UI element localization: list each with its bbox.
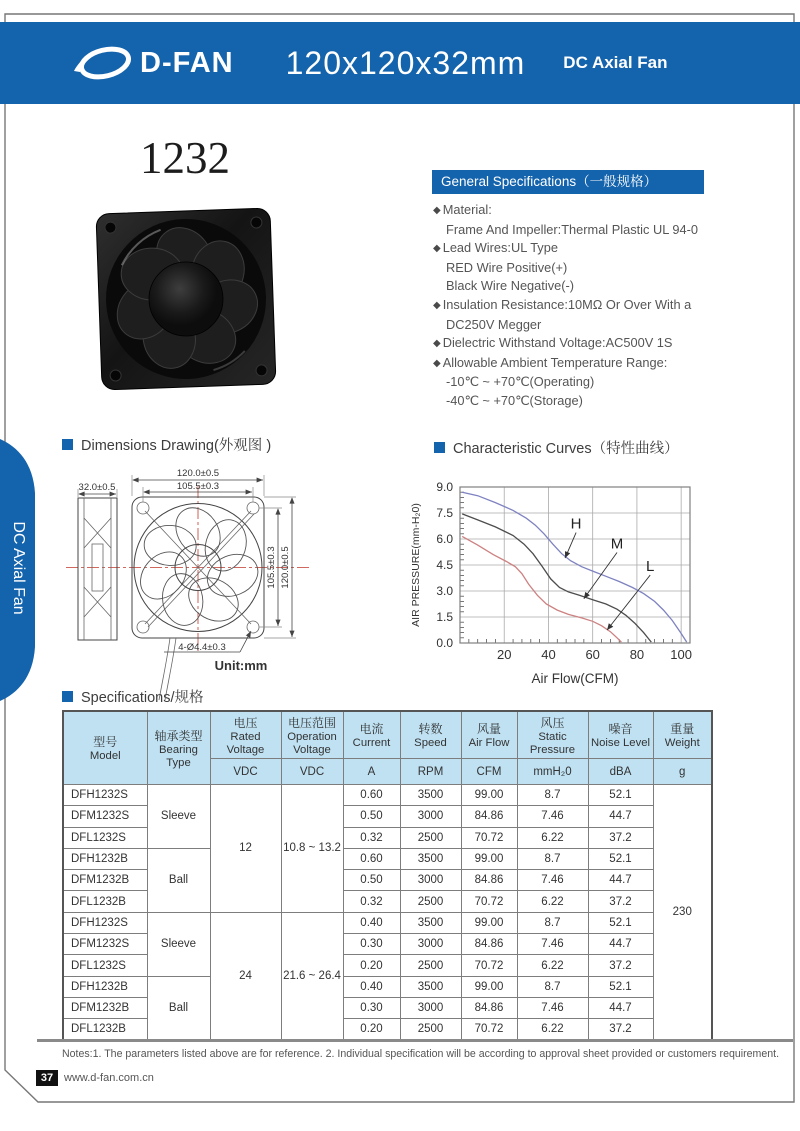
value-cell: 7.46 (517, 997, 588, 1018)
value-cell: 6.22 (517, 827, 588, 848)
general-specs-list (433, 201, 793, 411)
value-cell: 3500 (400, 785, 461, 806)
value-cell: 37.2 (588, 891, 653, 912)
svg-text:1.5: 1.5 (436, 610, 453, 624)
spec-line-text: Lead Wires:UL Type (442, 240, 558, 256)
value-cell: 37.2 (588, 1019, 653, 1041)
dim-unit: Unit:mm (214, 658, 268, 673)
value-cell: 8.7 (517, 976, 588, 997)
value-cell: 84.86 (461, 870, 517, 891)
table-row (63, 976, 712, 997)
svg-text:80: 80 (629, 647, 645, 662)
svg-text:40: 40 (541, 647, 556, 662)
spec-line-text: Dielectric Withstand Voltage:AC500V 1S (442, 335, 673, 351)
col-speed: 转数 Speed (400, 711, 461, 759)
value-cell: 7.46 (517, 870, 588, 891)
value-cell: 2500 (400, 955, 461, 976)
spec-line (433, 334, 793, 354)
spec-line (433, 277, 793, 296)
general-specs-header: General Specifications（一般规格） (432, 170, 704, 194)
dim-width: 120.0±0.5 (176, 468, 220, 479)
value-cell: 3000 (400, 934, 461, 955)
value-cell: 6.22 (517, 1019, 588, 1041)
brand-logo (72, 41, 234, 85)
value-cell: 0.60 (343, 785, 400, 806)
blue-square-icon (434, 442, 445, 453)
table-row (63, 848, 712, 869)
section-dimensions-label: Dimensions Drawing(外观图 ) (81, 438, 272, 454)
model-cell: DFM1232B (63, 870, 147, 891)
value-cell: 0.32 (343, 827, 400, 848)
spec-line-text: Insulation Resistance:10MΩ Or Over With a (442, 296, 692, 312)
value-cell: 0.50 (343, 806, 400, 827)
unit-cell: mmH₂0 (517, 759, 588, 785)
spec-line-text: Frame And Impeller:Thermal Plastic UL 94-0 (446, 221, 699, 237)
diamond-bullet-icon: ◆ (433, 357, 441, 369)
page-title: 120x120x32mm (285, 44, 526, 81)
voltage-cell: 12 (210, 785, 281, 913)
value-cell: 3000 (400, 806, 461, 827)
bearing-cell: Ball (147, 976, 210, 1040)
value-cell: 70.72 (461, 891, 517, 912)
unit-cell: A (343, 759, 400, 785)
model-cell: DFM1232S (63, 934, 147, 955)
bearing-cell: Sleeve (147, 785, 210, 849)
unit-cell: g (653, 759, 712, 785)
curve-M (462, 514, 651, 642)
diamond-bullet-icon: ◆ (433, 243, 441, 255)
value-cell: 44.7 (588, 997, 653, 1018)
value-cell: 52.1 (588, 785, 653, 806)
unit-cell: VDC (281, 759, 343, 785)
value-cell: 0.30 (343, 934, 400, 955)
curve-label-H: H (570, 515, 582, 533)
value-cell: 0.60 (343, 848, 400, 869)
notes-divider (37, 1039, 793, 1042)
unit-cell: dBA (588, 759, 653, 785)
unit-cell: VDC (210, 759, 281, 785)
value-cell: 7.46 (517, 934, 588, 955)
unit-cell: RPM (400, 759, 461, 785)
value-cell: 6.22 (517, 891, 588, 912)
model-cell: DFM1232B (63, 997, 147, 1018)
value-cell: 0.30 (343, 997, 400, 1018)
value-cell: 2500 (400, 827, 461, 848)
col-operation-voltage: 电压范围 Operation Voltage (281, 711, 343, 759)
model-cell: DFH1232B (63, 848, 147, 869)
section-specifications-label: Specifications/规格 (81, 690, 204, 706)
spec-line (433, 201, 793, 221)
spec-line-text: DC250V Megger (446, 316, 542, 332)
col-noise: 噪音 Noise Level (588, 711, 653, 759)
value-cell: 8.7 (517, 785, 588, 806)
bearing-cell: Ball (147, 848, 210, 912)
value-cell: 8.7 (517, 912, 588, 933)
svg-text:AIR PRESSURE(mm-H₂0): AIR PRESSURE(mm-H₂0) (410, 503, 422, 627)
value-cell: 99.00 (461, 785, 517, 806)
curves-chart-svg (408, 469, 708, 687)
value-cell: 52.1 (588, 976, 653, 997)
weight-cell: 230 (653, 785, 712, 1041)
spec-line-text: Material: (442, 202, 492, 217)
spec-table (62, 710, 713, 1042)
dim-depth: 32.0±0.5 (78, 482, 116, 493)
spec-line (433, 354, 793, 374)
unit-cell: CFM (461, 759, 517, 785)
spec-table-body (63, 785, 712, 1041)
spec-line (433, 239, 793, 259)
curve-label-M: M (610, 535, 624, 553)
svg-text:3.0: 3.0 (436, 584, 453, 598)
diamond-bullet-icon: ◆ (433, 299, 441, 311)
page-subtitle: DC Axial Fan (563, 53, 668, 72)
spec-line-text: RED Wire Positive(+) (446, 259, 568, 275)
op-voltage-cell: 21.6 ~ 26.4 (281, 912, 343, 1040)
value-cell: 2500 (400, 891, 461, 912)
op-voltage-cell: 10.8 ~ 13.2 (281, 785, 343, 913)
value-cell: 99.00 (461, 848, 517, 869)
svg-text:60: 60 (585, 647, 600, 662)
col-air-flow: 风量 Air Flow (461, 711, 517, 759)
spec-line-text: Allowable Ambient Temperature Range: (442, 354, 668, 370)
spec-line (433, 392, 793, 411)
notes-text: Notes:1. The parameters listed above are for reference. 2. Individual specification will be according to approval sheet provided or customers requirement. (62, 1048, 780, 1060)
value-cell: 44.7 (588, 870, 653, 891)
spec-line (433, 296, 793, 316)
model-cell: DFL1232S (63, 827, 147, 848)
fan-photo (93, 203, 279, 395)
model-cell: DFL1232S (63, 955, 147, 976)
model-cell: DFH1232B (63, 976, 147, 997)
brand-name: D-FAN (140, 46, 234, 79)
swoosh-ellipse-icon (72, 41, 134, 85)
value-cell: 0.40 (343, 976, 400, 997)
value-cell: 84.86 (461, 997, 517, 1018)
value-cell: 3000 (400, 997, 461, 1018)
value-cell: 84.86 (461, 934, 517, 955)
page-number: 37 (36, 1070, 58, 1086)
model-cell: DFH1232S (63, 912, 147, 933)
value-cell: 3000 (400, 870, 461, 891)
value-cell: 99.00 (461, 976, 517, 997)
diamond-bullet-icon: ◆ (433, 338, 441, 350)
model-cell: DFL1232B (63, 891, 147, 912)
model-cell: DFM1232S (63, 806, 147, 827)
value-cell: 37.2 (588, 827, 653, 848)
value-cell: 3500 (400, 848, 461, 869)
svg-text:20: 20 (496, 647, 512, 662)
value-cell: 8.7 (517, 848, 588, 869)
section-dimensions (62, 434, 271, 455)
bearing-cell: Sleeve (147, 912, 210, 976)
spec-table-element (62, 710, 713, 1042)
value-cell: 0.32 (343, 891, 400, 912)
svg-text:0.0: 0.0 (436, 636, 453, 650)
svg-text:100: 100 (670, 647, 693, 662)
diamond-bullet-icon: ◆ (433, 205, 441, 216)
model-cell: DFH1232S (63, 785, 147, 806)
svg-text:6.0: 6.0 (436, 532, 453, 546)
website-url: www.d-fan.com.cn (64, 1072, 154, 1084)
curve-label-L: L (646, 558, 655, 576)
side-tab-label: DC Axial Fan (10, 521, 27, 615)
value-cell: 0.50 (343, 870, 400, 891)
model-number: 1232 (140, 133, 230, 183)
spec-line-text: -10℃ ~ +70℃(Operating) (446, 374, 595, 390)
section-curves (434, 437, 679, 458)
dim-height: 120.0±0.5 (280, 546, 291, 589)
spec-line (433, 221, 793, 240)
side-tab (0, 435, 40, 705)
value-cell: 44.7 (588, 934, 653, 955)
value-cell: 70.72 (461, 827, 517, 848)
spec-line (433, 316, 793, 335)
spec-line-text: Black Wire Negative(-) (446, 278, 574, 294)
svg-text:Air Flow(CFM): Air Flow(CFM) (531, 671, 619, 686)
value-cell: 70.72 (461, 955, 517, 976)
header-row (63, 711, 712, 759)
value-cell: 52.1 (588, 848, 653, 869)
section-curves-label: Characteristic Curves（特性曲线） (453, 441, 679, 457)
spec-line (433, 373, 793, 392)
table-row (63, 912, 712, 933)
svg-text:7.5: 7.5 (436, 506, 453, 520)
voltage-cell: 24 (210, 912, 281, 1040)
spec-line-text: -40℃ ~ +70℃(Storage) (446, 392, 583, 408)
model-cell: DFL1232B (63, 1019, 147, 1041)
header-bar (0, 22, 800, 104)
value-cell: 44.7 (588, 806, 653, 827)
svg-text:4.5: 4.5 (436, 558, 453, 572)
dim-inner-height: 105.5±0.3 (266, 546, 277, 589)
value-cell: 3500 (400, 976, 461, 997)
dim-inner-width: 105.5±0.3 (176, 481, 220, 492)
svg-text:9.0: 9.0 (436, 480, 453, 494)
dim-holes: 4-Ø4.4±0.3 (178, 642, 226, 653)
value-cell: 84.86 (461, 806, 517, 827)
value-cell: 70.72 (461, 1019, 517, 1041)
value-cell: 0.20 (343, 955, 400, 976)
col-current: 电流 Current (343, 711, 400, 759)
value-cell: 7.46 (517, 806, 588, 827)
value-cell: 2500 (400, 1019, 461, 1041)
value-cell: 6.22 (517, 955, 588, 976)
value-cell: 99.00 (461, 912, 517, 933)
value-cell: 3500 (400, 912, 461, 933)
col-model: 型号 Model (63, 711, 147, 785)
dimensions-drawing (58, 460, 406, 702)
curve-L (462, 536, 621, 642)
value-cell: 37.2 (588, 955, 653, 976)
col-rated-voltage: 电压 Rated Voltage (210, 711, 281, 759)
col-weight: 重量 Weight (653, 711, 712, 759)
spec-line (433, 259, 793, 278)
value-cell: 52.1 (588, 912, 653, 933)
table-row (63, 785, 712, 806)
col-bearing: 轴承类型 Bearing Type (147, 711, 210, 785)
col-static-pressure: 风压 Static Pressure (517, 711, 588, 759)
value-cell: 0.20 (343, 1019, 400, 1041)
blue-square-icon (62, 439, 73, 450)
value-cell: 0.40 (343, 912, 400, 933)
